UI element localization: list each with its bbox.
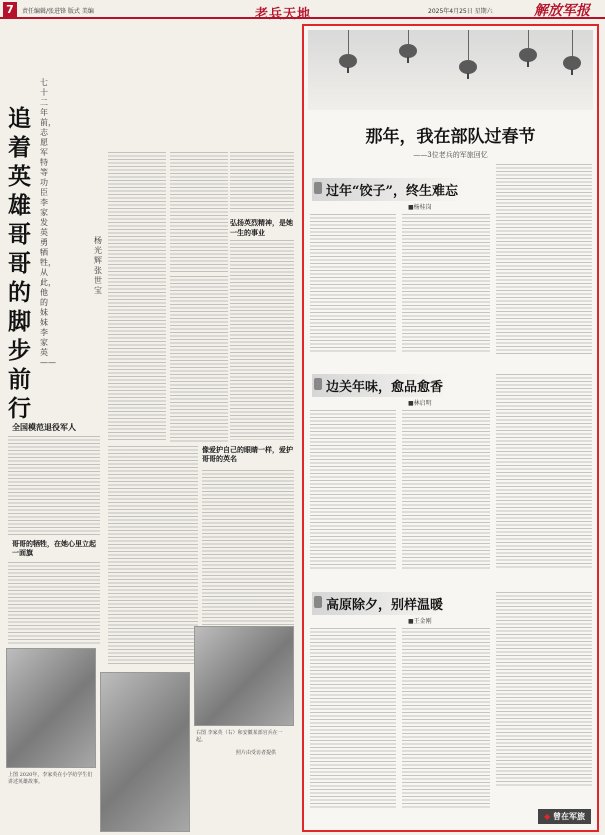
section-heading: 边关年味，愈品愈香: [312, 374, 449, 397]
issue-date: 2025年4月25日 星期六: [428, 8, 493, 15]
photo-credit: 照片由受访者提供: [236, 750, 277, 756]
text-column: [170, 276, 228, 442]
lantern-banner: [308, 30, 593, 110]
left-article-author: 杨光辉 张世宝: [94, 236, 102, 295]
section-name: 老兵天地: [255, 7, 312, 22]
text-column: [310, 410, 396, 570]
section-heading: 过年“饺子”，终生难忘: [312, 178, 464, 201]
left-article: [4, 26, 298, 831]
lantern-icon: [339, 54, 357, 68]
editor-credit: 责任编辑/张进锋 版式 美编: [22, 8, 94, 15]
left-article-title: 追着英雄哥哥的脚步前行: [8, 105, 31, 422]
subheading: 弘扬英烈精神，是她一生的事业: [230, 219, 293, 237]
highlighted-article[interactable]: [302, 24, 599, 832]
subheading: 哥哥的牺牲，在她心里立起一面旗: [12, 540, 96, 557]
article-subtitle: ——3位老兵的军旅回忆: [413, 151, 488, 159]
text-column: [496, 592, 592, 788]
page-number: 7: [3, 2, 17, 17]
text-column: [8, 562, 100, 646]
lantern-icon: [459, 60, 477, 74]
text-column: [108, 446, 198, 666]
lantern-icon: [563, 56, 581, 70]
news-photo: [100, 672, 190, 832]
subheading: 全国模范退役军人: [12, 423, 76, 432]
text-column: [8, 436, 100, 536]
section-author: ■杨桂岗: [408, 204, 432, 211]
section-author: ■王金刚: [408, 618, 432, 625]
news-photo: [194, 626, 294, 726]
news-photo: [6, 648, 96, 768]
column-tag: ◆ 曾在军旅: [538, 809, 591, 824]
text-column: [402, 214, 490, 354]
text-column: [496, 374, 592, 570]
section-author: ■林启明: [408, 400, 432, 407]
text-column: [310, 628, 396, 808]
text-column: [170, 152, 228, 272]
text-column: [108, 152, 166, 442]
article-title: 那年，我在部队过春节: [365, 127, 536, 147]
lantern-icon: [399, 44, 417, 58]
text-column: [402, 410, 490, 570]
text-column: [230, 152, 294, 212]
left-article-kicker: 七十二年前，志愿军特等功臣李家发英勇牺牲，从此，他的妹妹李家英——: [40, 78, 56, 367]
page-header: [0, 0, 605, 22]
photo-caption: 上图 2020年，李家英在小学给学生们讲述英雄故事。: [8, 772, 93, 785]
section-heading: 高原除夕，别样温暖: [312, 592, 449, 615]
text-column: [496, 164, 592, 354]
photo-caption: 右图 李家英（右）和安徽某部官兵在一起。: [196, 730, 283, 743]
text-column: [230, 240, 294, 440]
newspaper-masthead: 解放军报: [534, 3, 590, 19]
lantern-icon: [519, 48, 537, 62]
text-column: [402, 628, 490, 808]
subheading: 像爱护自己的眼睛一样，爱护哥哥的英名: [202, 446, 293, 463]
text-column: [310, 214, 396, 354]
